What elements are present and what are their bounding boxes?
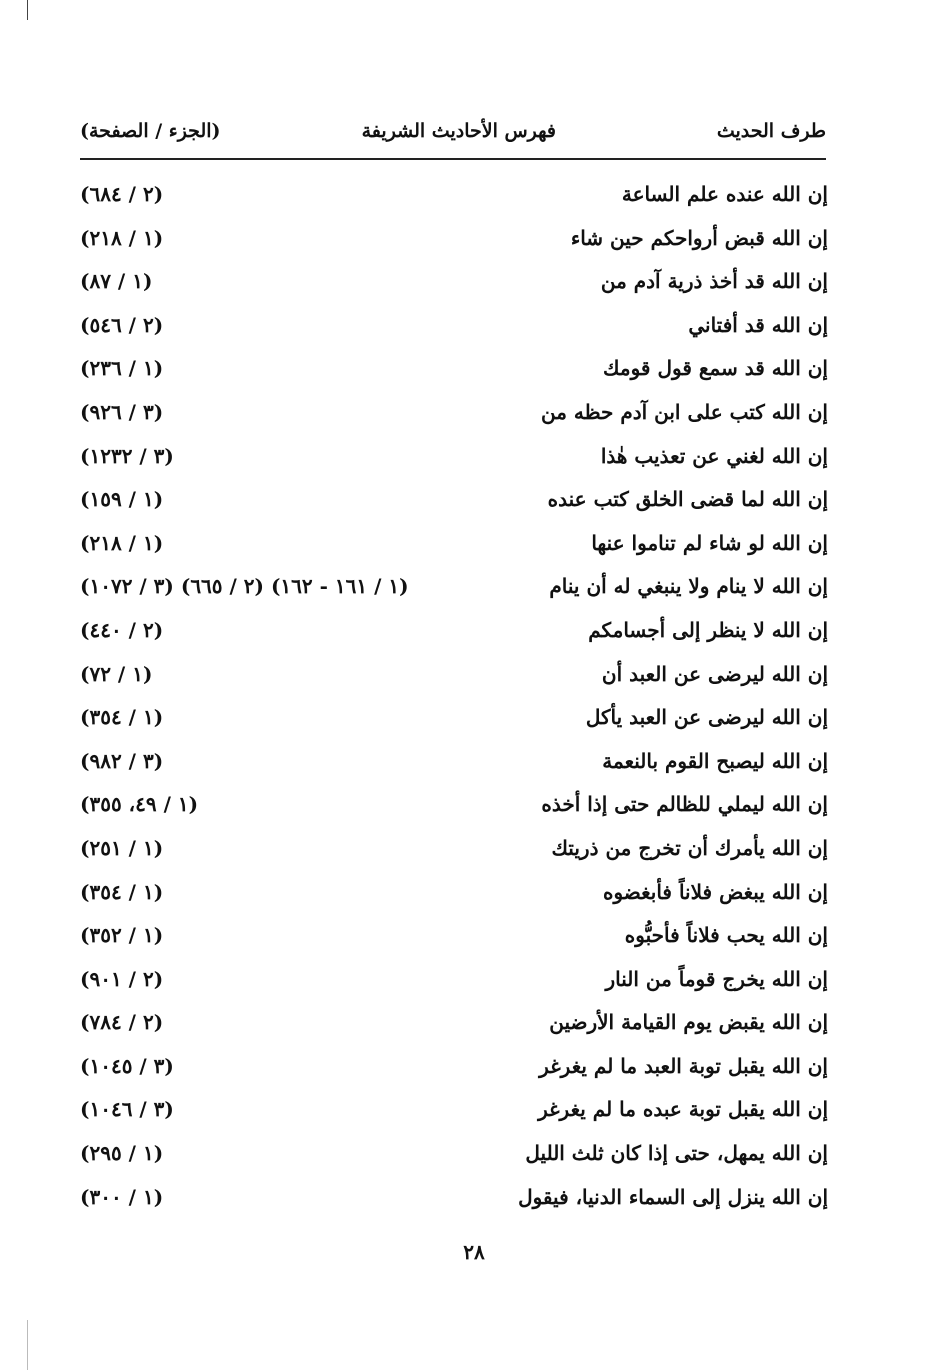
index-entry (80, 608, 828, 652)
index-entry (80, 695, 828, 739)
hadith-text: إن الله لا ينام ولا ينبغي له أن ينام (549, 574, 828, 599)
index-entry (80, 477, 828, 521)
margin-line-top (27, 0, 28, 20)
hadith-text: إن الله ليرضى عن العبد يأكل (585, 705, 828, 730)
index-entry (80, 1175, 828, 1219)
index-entry (80, 913, 828, 957)
index-entry (80, 652, 828, 696)
volume-page-reference: (٢ / ٧٨٤) (80, 1010, 164, 1035)
hadith-text: إن الله ليملي للظالم حتى إذا أخذه (541, 792, 828, 817)
volume-page-reference: (٣ / ٩٨٢) (80, 748, 164, 773)
volume-page-reference: (١ / ١٦١ - ١٦٢) (٢ / ٦٦٥) (٣ / ١٠٧٢) (80, 574, 409, 599)
volume-page-reference: (١ / ٢٩٥) (80, 1141, 164, 1166)
volume-page-reference: (١ / ٤٩، ٣٥٥) (80, 792, 199, 817)
index-entry (80, 434, 828, 478)
index-entry (80, 303, 828, 347)
volume-page-reference: (١ / ٣٥٤) (80, 705, 164, 730)
index-entry (80, 870, 828, 914)
volume-page-reference: (١ / ٨٧) (80, 269, 153, 294)
volume-page-reference: (٢ / ٦٨٤) (80, 182, 164, 206)
volume-page-reference: (١ / ٣٥٤) (80, 879, 164, 904)
index-entry (80, 1087, 828, 1131)
hadith-text: إن الله يأمرك أن تخرج من ذريتك (551, 835, 828, 860)
index-entry (80, 782, 828, 826)
header-divider (80, 158, 826, 160)
index-entry (80, 826, 828, 870)
hadith-text: إن الله ليرضى عن العبد أن (601, 661, 828, 686)
index-entry (80, 564, 828, 608)
index-entry (80, 1044, 828, 1088)
hadith-text: إن الله لا ينظر إلى أجسامكم (588, 617, 828, 642)
volume-page-reference: (٢ / ٩٠١) (80, 966, 164, 991)
hadith-text: إن الله لغني عن تعذيب هٰذا (600, 443, 828, 468)
volume-page-reference: (١ / ٣٠٠) (80, 1184, 164, 1209)
hadith-text: إن الله قد أخذ ذرية آدم من (600, 269, 828, 294)
volume-page-reference: (٢ / ٤٤٠) (80, 617, 164, 642)
hadith-text: إن الله يقبل توبة عبده ما لم يغرغر (538, 1097, 828, 1122)
hadith-text: إن الله عنده علم الساعة (621, 182, 828, 206)
hadith-text: إن الله يحب فلاناً فأحبُّوه (624, 923, 828, 948)
index-entry (80, 521, 828, 565)
index-entry (80, 259, 828, 303)
volume-page-reference: (٣ / ٩٢٦) (80, 399, 164, 424)
hadith-index-list (80, 172, 828, 1218)
volume-page-reference: (١ / ٧٢) (80, 661, 153, 686)
header-reference-label: (الجزء / الصفحة) (80, 120, 221, 142)
hadith-text: إن الله ينزل إلى السماء الدنيا، فيقول (518, 1184, 828, 1209)
volume-page-reference: (٢ / ٥٤٦) (80, 312, 164, 337)
hadith-text: إن الله يمهل، حتى إذا كان ثلث الليل (525, 1141, 828, 1166)
volume-page-reference: (١ / ٢١٨) (80, 225, 164, 250)
hadith-text: إن الله لما قضى الخلق كتب عنده (547, 487, 828, 512)
hadith-text: إن الله يقبل توبة العبد ما لم يغرغر (539, 1053, 828, 1078)
volume-page-reference: (١ / ٣٥٢) (80, 923, 164, 948)
volume-page-reference: (٣ / ١٢٣٢) (80, 443, 174, 468)
volume-page-reference: (٣ / ١٠٤٥) (80, 1053, 174, 1078)
volume-page-reference: (١ / ٢٥١) (80, 835, 164, 860)
volume-page-reference: (٣ / ١٠٤٦) (80, 1097, 174, 1122)
volume-page-reference: (١ / ٢٣٦) (80, 356, 164, 381)
volume-page-reference: (١ / ١٥٩) (80, 487, 164, 512)
margin-line-bottom (27, 1320, 28, 1370)
hadith-text: إن الله كتب على ابن آدم حظه من (540, 399, 828, 424)
page-number: ٢٨ (463, 1240, 485, 1264)
index-entry (80, 172, 828, 216)
hadith-text: إن الله لو شاء لم تناموا عنها (591, 530, 828, 555)
header-title: فهرس الأحاديث الشريفة (361, 120, 556, 142)
index-entry (80, 216, 828, 260)
index-entry (80, 1000, 828, 1044)
index-entry (80, 346, 828, 390)
hadith-text: إن الله يخرج قوماً من النار (605, 966, 828, 991)
hadith-text: إن الله قد سمع قول قومك (603, 356, 828, 381)
index-entry (80, 1131, 828, 1175)
index-entry (80, 957, 828, 1001)
volume-page-reference: (١ / ٢١٨) (80, 530, 164, 555)
hadith-text: إن الله ليصبح القوم بالنعمة (602, 748, 828, 773)
index-entry (80, 739, 828, 783)
hadith-text: إن الله يبغض فلاناً فأبغضوه (602, 879, 828, 904)
header-hadith-label: طرف الحديث (716, 120, 826, 142)
index-entry (80, 390, 828, 434)
hadith-text: إن الله قبض أرواحكم حين شاء (570, 225, 828, 250)
hadith-text: إن الله قد أفتاني (688, 312, 828, 337)
hadith-text: إن الله يقبض يوم القيامة الأرضين (549, 1010, 828, 1035)
page-header (80, 116, 826, 152)
